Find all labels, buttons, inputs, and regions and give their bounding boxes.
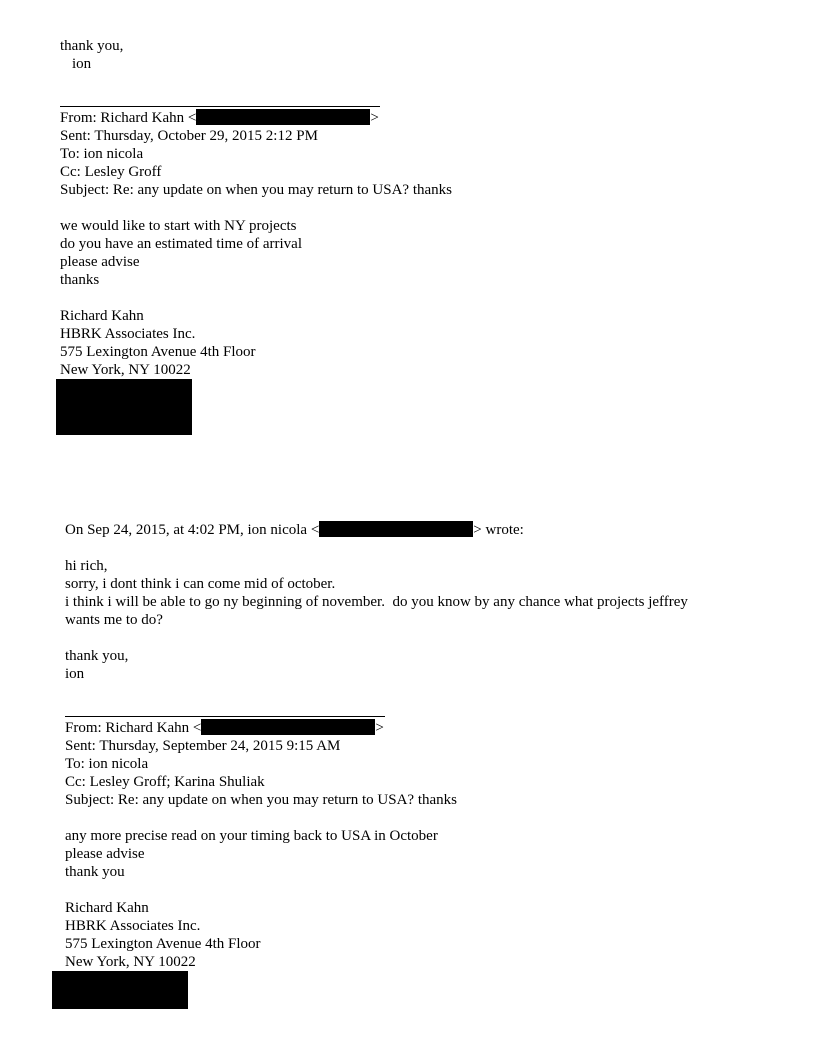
quote-intro-suffix: > wrote: (473, 522, 524, 538)
reply-line: sorry, i dont think i can come mid of october. (65, 576, 336, 592)
email-to-line: To: ion nicola (60, 146, 144, 162)
redacted-email-address (196, 109, 370, 125)
redacted-email-address (319, 521, 473, 537)
body-line: do you have an estimated time of arrival (60, 236, 302, 252)
from-label: From: Richard Kahn < (65, 720, 202, 736)
signature-line: Richard Kahn (65, 900, 149, 916)
body-line: please advise (65, 846, 145, 862)
body-line: we would like to start with NY projects (60, 218, 297, 234)
email-subject-line: Subject: Re: any update on when you may return to USA? thanks (65, 792, 458, 808)
redacted-email-address (201, 719, 375, 735)
email-from-line (60, 109, 379, 127)
signature-line: 575 Lexington Avenue 4th Floor (65, 936, 261, 952)
redaction-block (52, 971, 188, 1009)
from-label: From: Richard Kahn < (60, 110, 197, 126)
signature-line: 575 Lexington Avenue 4th Floor (60, 344, 256, 360)
email-cc-line: Cc: Lesley Groff; Karina Shuliak (65, 774, 265, 790)
quote-intro-prefix: On Sep 24, 2015, at 4:02 PM, ion nicola < (65, 522, 320, 538)
email-cc-line: Cc: Lesley Groff (60, 164, 162, 180)
quote-intro-line (65, 521, 524, 539)
email-subject-line: Subject: Re: any update on when you may return to USA? thanks (60, 182, 453, 198)
signature-line: New York, NY 10022 (65, 954, 196, 970)
closing-signature-name: ion (72, 56, 92, 72)
body-line: thank you (65, 864, 125, 880)
signature-line: HBRK Associates Inc. (60, 326, 196, 342)
reply-line: wants me to do? (65, 612, 163, 628)
email-from-line (65, 719, 384, 737)
redaction-block (56, 379, 192, 435)
email-sent-line: Sent: Thursday, October 29, 2015 2:12 PM (60, 128, 318, 144)
signature-line: Richard Kahn (60, 308, 144, 324)
header-separator-line (60, 106, 380, 107)
header-separator-line (65, 716, 385, 717)
reply-signature-name: ion (65, 666, 85, 682)
email-to-line: To: ion nicola (65, 756, 149, 772)
body-line: any more precise read on your timing back to USA in October (65, 828, 438, 844)
reply-line: i think i will be able to go ny beginning of november. do you know by any chance what projects jeffrey (65, 594, 688, 610)
signature-line: HBRK Associates Inc. (65, 918, 201, 934)
from-close: > (370, 110, 379, 126)
body-line: please advise (60, 254, 140, 270)
reply-greeting: hi rich, (65, 558, 108, 574)
email-sent-line: Sent: Thursday, September 24, 2015 9:15 AM (65, 738, 341, 754)
reply-thanks: thank you, (65, 648, 129, 664)
from-close: > (375, 720, 384, 736)
signature-line: New York, NY 10022 (60, 362, 191, 378)
body-line: thanks (60, 272, 100, 288)
closing-thanks: thank you, (60, 38, 124, 54)
